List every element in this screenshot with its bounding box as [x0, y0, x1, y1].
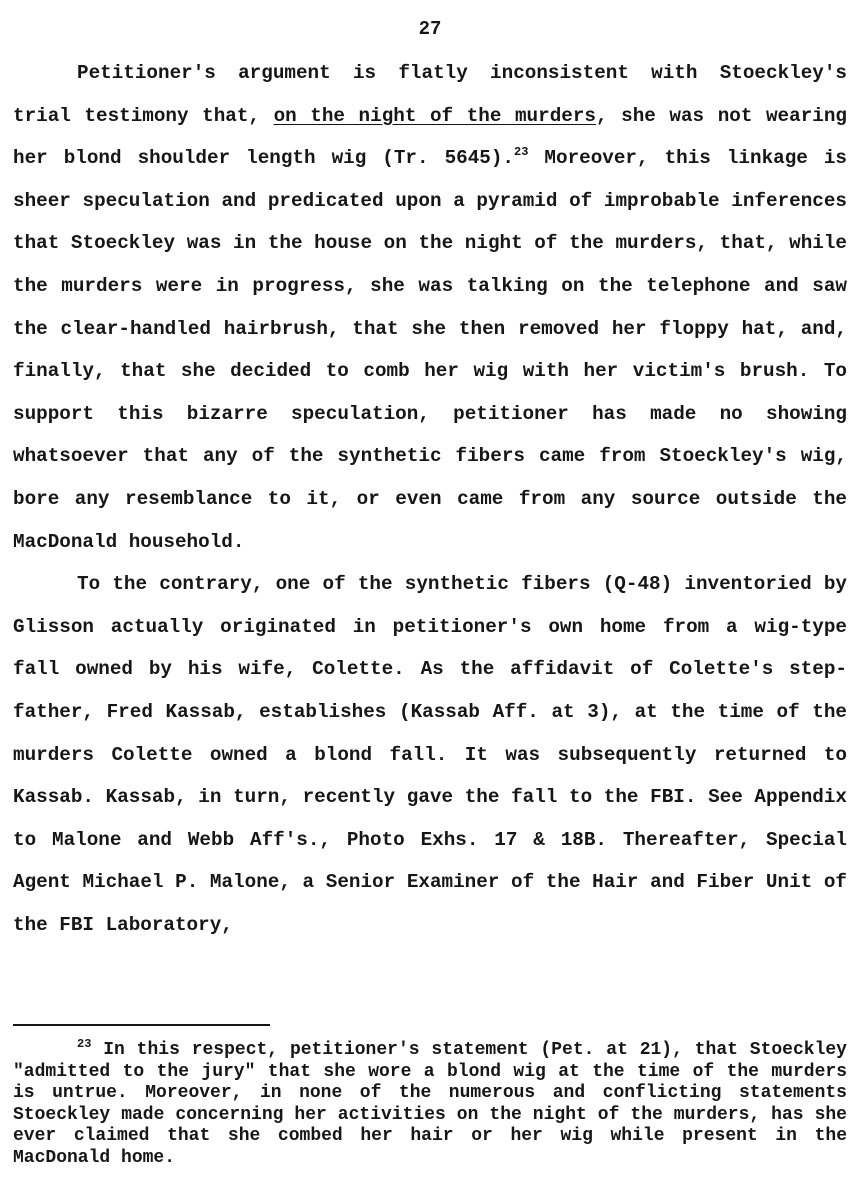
paragraph-2: To the contrary, one of the synthetic fibers (Q-48) inventoried by Glisson actually originated in petitioner's own home from a wig-type fall owned by his wife, Colette. As the affidavit of Colette's step-father, Fred Kassab, establishes (Kassab Aff. at 3), at the time of the murders Colette owned a blond fall. It was subsequently returned to Kassab. Kassab, in turn, recently gave the fall to the FBI. See Appendix to Malone and Webb Aff's., Photo Exhs. 17 & 18B. Thereafter, Special Agent Michael P. Malone, a Senior Examiner of the Hair and Fiber Unit of the FBI Laboratory, [13, 573, 847, 936]
paragraph-1-text-a: Petitioner's argument is flatly inconsistent with Stoeckley's trial testimony that, [13, 62, 847, 127]
footnote-separator [13, 1024, 270, 1026]
body-text [13, 52, 847, 946]
paragraph-1-text-c: Moreover, this linkage is sheer speculation and predicated upon a pyramid of improbable inferences that Stoeckley was in the house on the night of the murders, that, while the murders were in progress, she was talking on the telephone and saw the clear-handled hairbrush, that she then removed her floppy hat, and, finally, that she decided to comb her wig with her victim's brush. To support this bizarre speculation, petitioner has made no showing whatsoever that any of the synthetic fibers came from Stoeckley's wig, bore any resemblance to it, or even came from any source outside the MacDonald household. [13, 147, 847, 553]
footnote-text: In this respect, petitioner's statement (Pet. at 21), that Stoeckley "admitted to the jury" that she wore a blond wig at the time of the murders is untrue. Moreover, in none of the numerous and conflicting statements Stoeckley made concerning her activities on the night of the murders, has she ever claimed that she combed her hair or her wig while present in the MacDonald home. [13, 1040, 847, 1168]
footnote-reference: 23 [514, 145, 529, 160]
page-number: 27 [418, 18, 442, 40]
paragraph-1 [13, 52, 847, 563]
footnote [13, 1037, 847, 1169]
emphasized-phrase: on the night of the murders [273, 104, 596, 127]
paragraph-1-text-b: , she was not wearing her blond shoulder length wig (Tr. 5645). [13, 104, 847, 170]
footnote-number: 23 [77, 1037, 92, 1051]
